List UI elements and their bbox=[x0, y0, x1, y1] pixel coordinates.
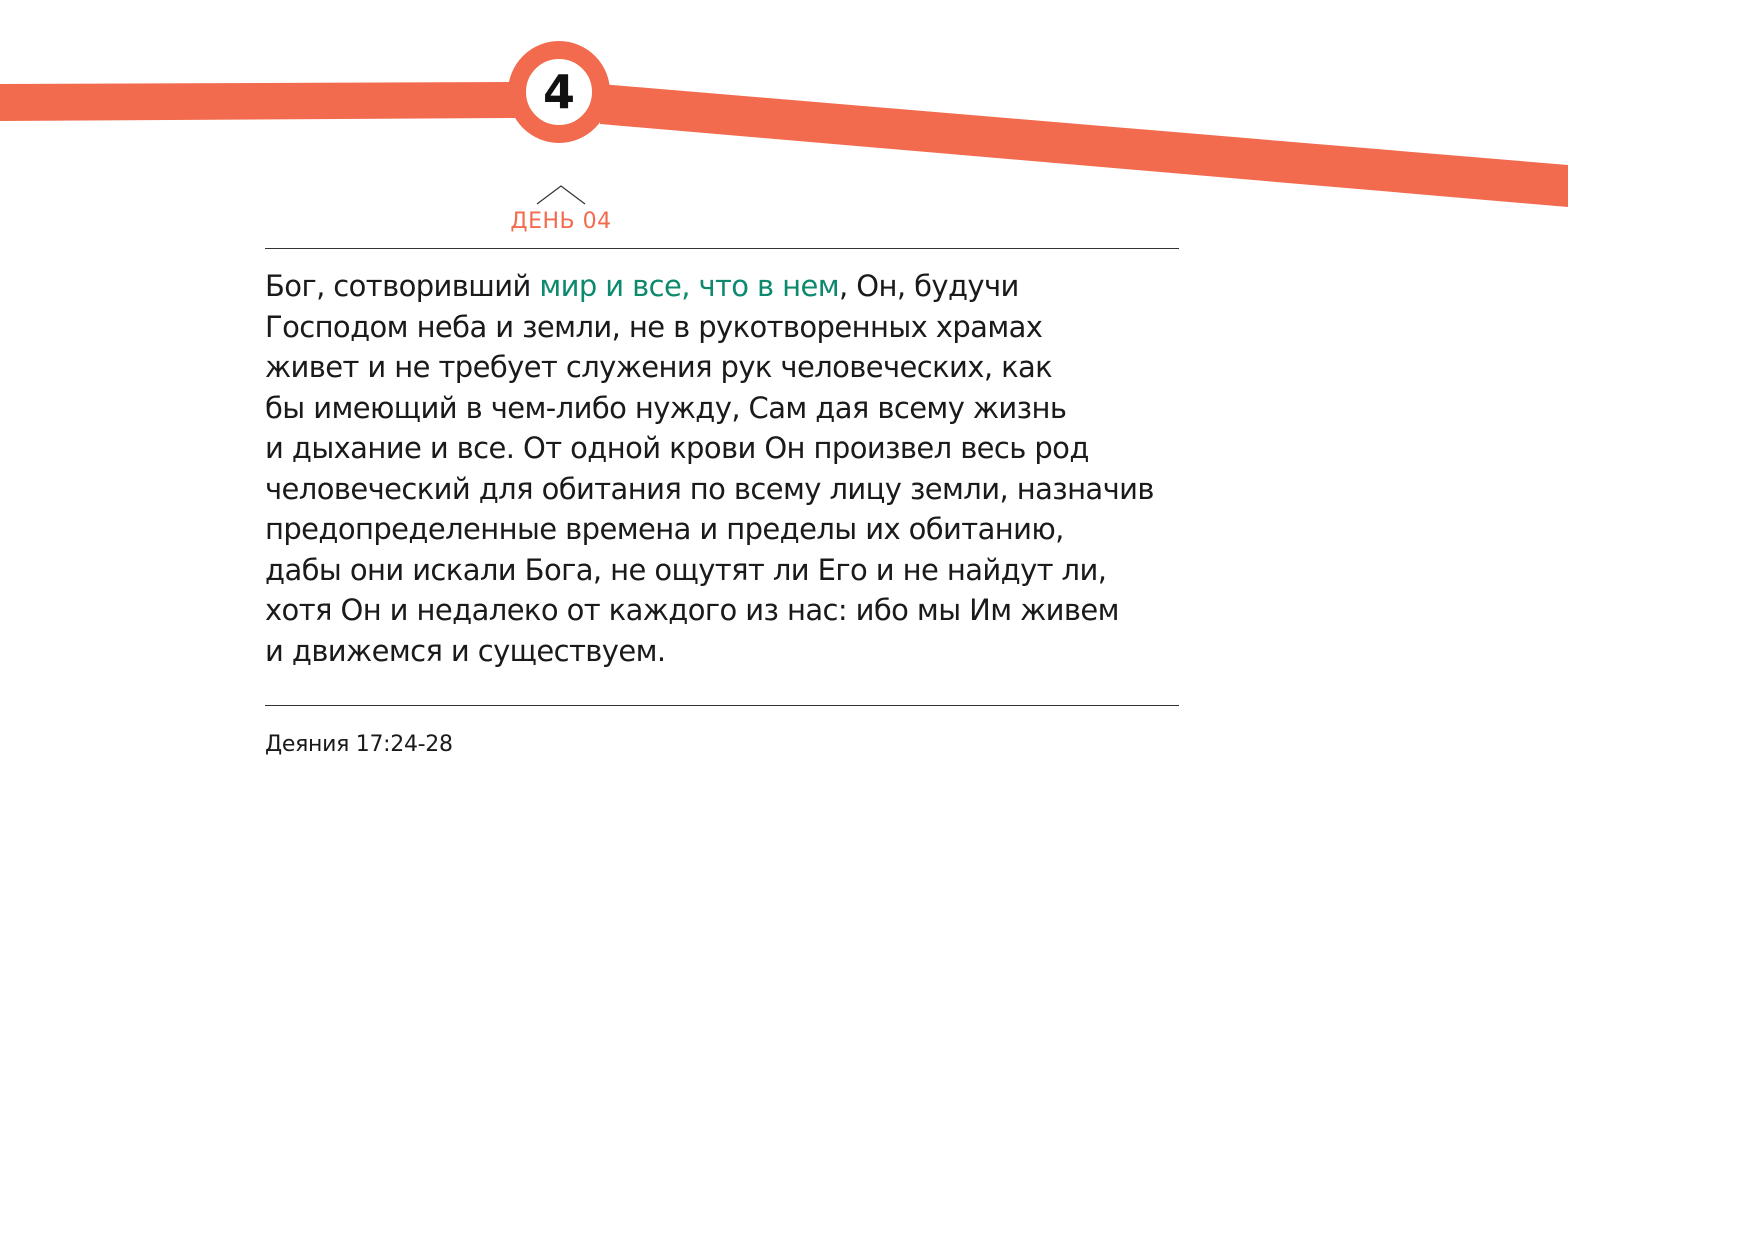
divider-top bbox=[265, 248, 1179, 249]
verse-line-segment: Бог, сотворивший bbox=[265, 269, 540, 303]
verse-line: и дыхание и все. От одной крови Он произвел весь род bbox=[265, 431, 1089, 465]
timeline-track bbox=[0, 0, 1568, 220]
verse-line: человеческий для обитания по всему лицу земли, назначив bbox=[265, 471, 1154, 506]
verse-line: Господом неба и земли, не в рукотворенных храмах bbox=[265, 309, 1043, 344]
verse-highlight: мир и все, что в нем bbox=[539, 269, 840, 303]
verse-line: живет и не требует служения рук человеческих, как bbox=[265, 350, 1053, 384]
verse-line-segment: , Он, будучи bbox=[839, 269, 1019, 303]
divider-bottom bbox=[265, 705, 1179, 706]
day-number: 4 bbox=[542, 65, 575, 119]
verse-line: и движемся и существуем. bbox=[265, 633, 666, 668]
verse-line: бы имеющий в чем-либо нужду, Сам дая всему жизнь bbox=[265, 390, 1067, 425]
timeline-line-right bbox=[600, 84, 1568, 207]
timeline-line-left bbox=[0, 82, 515, 121]
verse-text bbox=[265, 266, 1205, 671]
day-label: ДЕНЬ 04 bbox=[510, 209, 612, 234]
verse-line bbox=[265, 266, 1205, 307]
verse-line: предопределенные времена и пределы их обитанию, bbox=[265, 512, 1064, 546]
scripture-reference: Деяния 17:24-28 bbox=[265, 732, 453, 757]
verse-line: хотя Он и недалеко от каждого из нас: ибо мы Им живем bbox=[265, 593, 1119, 627]
verse-line: дабы они искали Бога, не ощутят ли Его и не найдут ли, bbox=[265, 552, 1107, 587]
caret-up-icon bbox=[536, 184, 586, 206]
